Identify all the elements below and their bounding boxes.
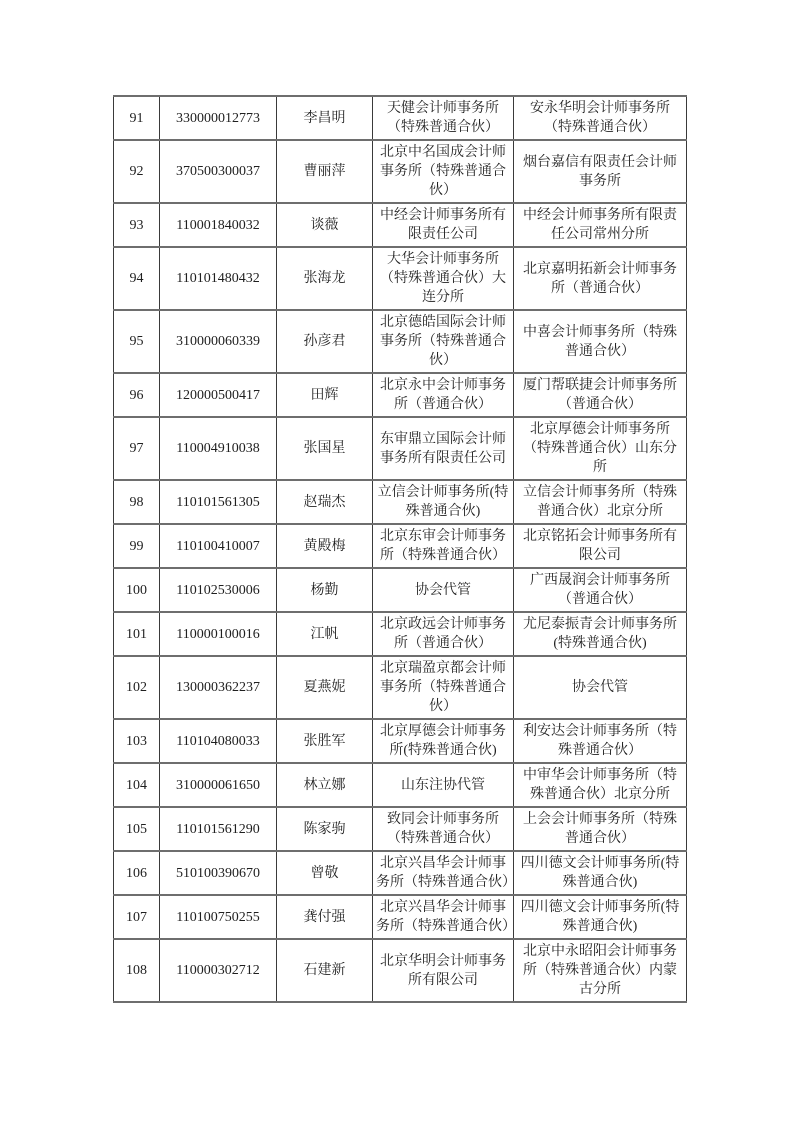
cell-person-name: 杨勤: [277, 568, 373, 612]
cell-certificate-number: 130000362237: [160, 656, 277, 719]
cell-certificate-number: 110100410007: [160, 524, 277, 568]
cell-certificate-number: 110102530006: [160, 568, 277, 612]
cell-certificate-number: 370500300037: [160, 140, 277, 203]
table-row: [114, 719, 687, 763]
cell-certificate-number: 110101561290: [160, 807, 277, 851]
table-row: [114, 807, 687, 851]
table-row: [114, 939, 687, 1002]
cell-certificate-number: 120000500417: [160, 373, 277, 417]
cell-new-firm: 利安达会计师事务所（特殊普通合伙）: [514, 719, 687, 763]
cell-sequence-number: 94: [114, 247, 160, 310]
cell-sequence-number: 102: [114, 656, 160, 719]
table-row: [114, 480, 687, 524]
cell-certificate-number: 110100750255: [160, 895, 277, 939]
cell-original-firm: 北京厚德会计师事务所(特殊普通合伙): [373, 719, 514, 763]
cell-person-name: 石建新: [277, 939, 373, 1002]
cell-certificate-number: 110101561305: [160, 480, 277, 524]
cell-new-firm: 尤尼泰振青会计师事务所(特殊普通合伙): [514, 612, 687, 656]
cell-original-firm: 致同会计师事务所（特殊普通合伙）: [373, 807, 514, 851]
cell-sequence-number: 104: [114, 763, 160, 807]
cell-certificate-number: 110004910038: [160, 417, 277, 480]
cell-original-firm: 北京瑞盈京都会计师事务所（特殊普通合伙）: [373, 656, 514, 719]
cell-sequence-number: 99: [114, 524, 160, 568]
cell-person-name: 曾敬: [277, 851, 373, 895]
cell-new-firm: 北京厚德会计师事务所（特殊普通合伙）山东分所: [514, 417, 687, 480]
cell-original-firm: 北京兴昌华会计师事务所（特殊普通合伙）: [373, 851, 514, 895]
cell-original-firm: 北京德皓国际会计师事务所（特殊普通合伙）: [373, 310, 514, 373]
cell-sequence-number: 97: [114, 417, 160, 480]
cell-person-name: 谈薇: [277, 203, 373, 247]
cell-original-firm: 北京华明会计师事务所有限公司: [373, 939, 514, 1002]
cell-sequence-number: 106: [114, 851, 160, 895]
cell-person-name: 李昌明: [277, 96, 373, 140]
cell-original-firm: 北京兴昌华会计师事务所（特殊普通合伙）: [373, 895, 514, 939]
cell-original-firm: 中经会计师事务所有限责任公司: [373, 203, 514, 247]
cell-original-firm: 北京政远会计师事务所（普通合伙）: [373, 612, 514, 656]
cell-sequence-number: 100: [114, 568, 160, 612]
cell-sequence-number: 108: [114, 939, 160, 1002]
cell-original-firm: 立信会计师事务所(特殊普通合伙): [373, 480, 514, 524]
cell-person-name: 曹丽萍: [277, 140, 373, 203]
cell-sequence-number: 93: [114, 203, 160, 247]
cell-new-firm: 中审华会计师事务所（特殊普通合伙）北京分所: [514, 763, 687, 807]
cell-new-firm: 上会会计师事务所（特殊普通合伙）: [514, 807, 687, 851]
cell-person-name: 张海龙: [277, 247, 373, 310]
table-row: [114, 373, 687, 417]
table-row: [114, 851, 687, 895]
cell-new-firm: 中喜会计师事务所（特殊普通合伙）: [514, 310, 687, 373]
cell-new-firm: 协会代管: [514, 656, 687, 719]
table-row: [114, 656, 687, 719]
cell-person-name: 江帆: [277, 612, 373, 656]
table-row: [114, 612, 687, 656]
cell-sequence-number: 105: [114, 807, 160, 851]
table-body: [114, 96, 687, 1002]
cell-original-firm: 北京永中会计师事务所（普通合伙）: [373, 373, 514, 417]
cell-person-name: 赵瑞杰: [277, 480, 373, 524]
cell-new-firm: 北京铭拓会计师事务所有限公司: [514, 524, 687, 568]
cell-original-firm: 北京中名国成会计师事务所（特殊普通合伙）: [373, 140, 514, 203]
cell-certificate-number: 110104080033: [160, 719, 277, 763]
cell-new-firm: 烟台嘉信有限责任会计师事务所: [514, 140, 687, 203]
cell-certificate-number: 310000061650: [160, 763, 277, 807]
cell-new-firm: 立信会计师事务所（特殊普通合伙）北京分所: [514, 480, 687, 524]
cell-sequence-number: 96: [114, 373, 160, 417]
cell-certificate-number: 510100390670: [160, 851, 277, 895]
table-row: [114, 568, 687, 612]
table-row: [114, 247, 687, 310]
cell-certificate-number: 330000012773: [160, 96, 277, 140]
cell-person-name: 张国星: [277, 417, 373, 480]
cell-original-firm: 协会代管: [373, 568, 514, 612]
cell-person-name: 林立娜: [277, 763, 373, 807]
table-row: [114, 140, 687, 203]
cell-person-name: 孙彦君: [277, 310, 373, 373]
cell-new-firm: 广西晟润会计师事务所（普通合伙）: [514, 568, 687, 612]
cell-certificate-number: 110000302712: [160, 939, 277, 1002]
cell-person-name: 陈家驹: [277, 807, 373, 851]
cell-new-firm: 厦门帮联捷会计师事务所（普通合伙）: [514, 373, 687, 417]
cell-certificate-number: 110001840032: [160, 203, 277, 247]
cell-person-name: 田辉: [277, 373, 373, 417]
cell-person-name: 黄殿梅: [277, 524, 373, 568]
cell-sequence-number: 92: [114, 140, 160, 203]
cell-new-firm: 北京嘉明拓新会计师事务所（普通合伙）: [514, 247, 687, 310]
cell-original-firm: 东审鼎立国际会计师事务所有限责任公司: [373, 417, 514, 480]
cell-sequence-number: 103: [114, 719, 160, 763]
cell-original-firm: 山东注协代管: [373, 763, 514, 807]
cell-original-firm: 天健会计师事务所（特殊普通合伙）: [373, 96, 514, 140]
cell-person-name: 张胜军: [277, 719, 373, 763]
cell-sequence-number: 107: [114, 895, 160, 939]
cell-new-firm: 中经会计师事务所有限责任公司常州分所: [514, 203, 687, 247]
table-row: [114, 524, 687, 568]
cell-new-firm: 四川德文会计师事务所(特殊普通合伙): [514, 851, 687, 895]
table-row: [114, 895, 687, 939]
accountant-transfer-table: [113, 95, 687, 1003]
cell-sequence-number: 91: [114, 96, 160, 140]
cell-new-firm: 安永华明会计师事务所（特殊普通合伙）: [514, 96, 687, 140]
table-row: [114, 417, 687, 480]
table-row: [114, 763, 687, 807]
cell-person-name: 夏燕妮: [277, 656, 373, 719]
cell-certificate-number: 310000060339: [160, 310, 277, 373]
cell-original-firm: 北京东审会计师事务所（特殊普通合伙）: [373, 524, 514, 568]
table-row: [114, 96, 687, 140]
cell-new-firm: 四川德文会计师事务所(特殊普通合伙): [514, 895, 687, 939]
cell-sequence-number: 98: [114, 480, 160, 524]
cell-sequence-number: 101: [114, 612, 160, 656]
cell-person-name: 龚付强: [277, 895, 373, 939]
cell-new-firm: 北京中永昭阳会计师事务所（特殊普通合伙）内蒙古分所: [514, 939, 687, 1002]
cell-certificate-number: 110000100016: [160, 612, 277, 656]
cell-original-firm: 大华会计师事务所（特殊普通合伙）大连分所: [373, 247, 514, 310]
cell-sequence-number: 95: [114, 310, 160, 373]
table-row: [114, 310, 687, 373]
cell-certificate-number: 110101480432: [160, 247, 277, 310]
table-row: [114, 203, 687, 247]
